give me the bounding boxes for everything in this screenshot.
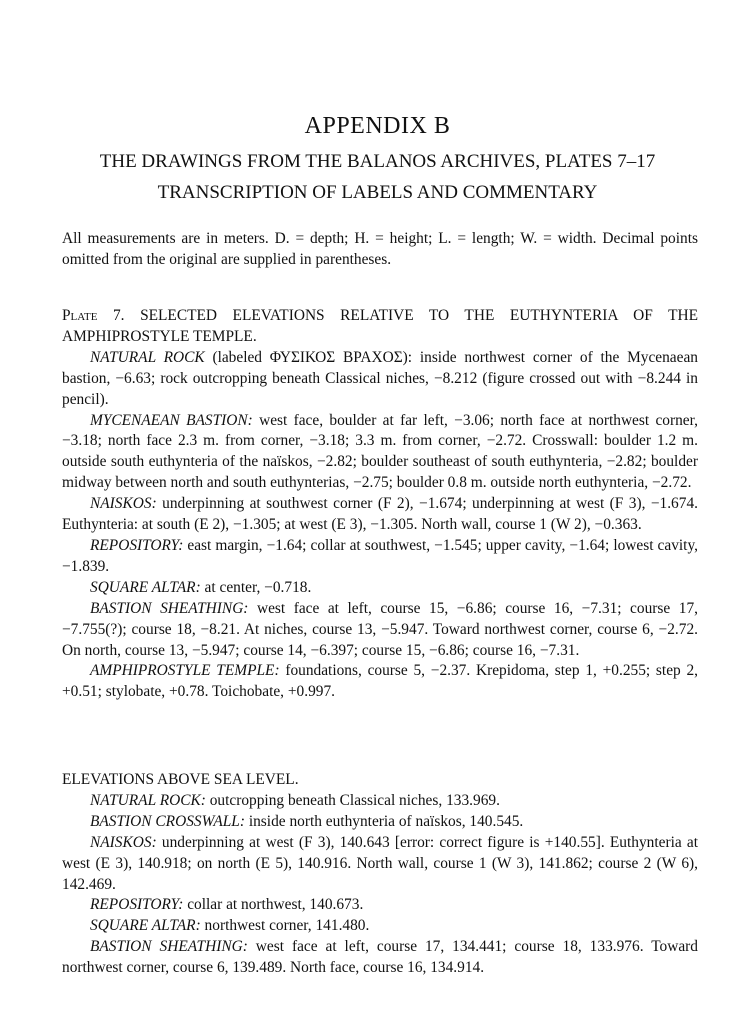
entry-label: MYCENAEAN BASTION: [90,411,253,429]
entry-label: BASTION CROSSWALL: [90,812,245,830]
entry-text: west face, boulder at far left, −3.06; north face at northwest corner, −3.18; north face 2.3 m. from corner, −3.18; 3.3 m. from corner, −2.72. Crosswall: boulder 1.2 m. outside south euthynteria of the naïskos, −2.82; boulder southeast of south euthynteria, −2.82; boulder midway between north and south euthynterias, −2.75; boulder 0.8 m. outside north euthynteria, −2.72. [62,411,698,492]
entry-label: NAISKOS: [90,833,157,851]
sea-level-entry [62,895,698,916]
plate-7-title-text: 7. SELECTED ELEVATIONS RELATIVE TO THE EUTHYNTERIA OF THE AMPHIPROSTYLE TEMPLE. [62,307,698,345]
intro-paragraph: All measurements are in meters. D. = depth; H. = height; L. = length; W. = width. Decimal points omitted from the original are supplied in parentheses. [62,230,698,268]
plate-7-entry [62,348,698,411]
entry-label: REPOSITORY: [90,536,184,554]
entry-text: west face at left, course 15, −6.86; course 16, −7.31; course 17, −7.755(?); course 18, −8.21. At niches, course 13, −5.947. Toward northwest corner, course 6, −2.72. On north, course 13, −5.947; course 14, −6.397; course 15, −6.86; course 16, −7.31. [62,599,698,659]
sea-level-entry [62,791,698,812]
sea-level-section [62,770,698,979]
entry-label: NATURAL ROCK [90,348,205,366]
entry-text: underpinning at west (F 3), 140.643 [error: correct figure is +140.55]. Euthynteria at west (E 3), 140.918; on north (E 5), 140.916. North wall, course 1 (W 3), 141.862; course 2 (W 6), 142.469. [62,833,698,893]
entry-text: outcropping beneath Classical niches, 133.969. [205,791,500,809]
appendix-title: APPENDIX B [304,113,451,139]
entry-label: REPOSITORY: [90,896,184,914]
plate-7-entry [62,494,698,536]
sea-level-entry [62,937,698,979]
plate-7-section [62,306,698,703]
entry-text: east margin, −1.64; collar at southwest, −1.545; upper cavity, −1.64; lowest cavity, −1.839. [62,536,698,575]
entry-text: underpinning at southwest corner (F 2), −1.674; underpinning at west (F 3), −1.674. Euthynteria: at south (E 2), −1.305; at west (E 3), −1.305. North wall, course 1 (W 2), −0.363. [62,495,698,534]
plate-7-title [62,306,698,348]
entry-text: foundations, course 5, −2.37. Krepidoma, step 1, +0.255; step 2, +0.51; stylobate, +0.78. Toichobate, +0.997. [62,662,699,701]
entry-text: at center, −0.718. [200,578,312,596]
entry-label: AMPHIPROSTYLE TEMPLE: [90,662,280,680]
sea-level-entry [62,833,698,896]
sea-level-entry [62,916,698,937]
plate-7-entry [62,411,698,495]
entry-text: (labeled ΦΥΣΙΚΟΣ ΒΡΑΧΟΣ): inside northwest corner of the Mycenaean bastion, −6.63; rock outcropping beneath Classical niches, −8.212 (figure crossed out with −8.244 in pencil). [62,348,698,408]
appendix-subtitle-line-1: THE DRAWINGS FROM THE BALANOS ARCHIVES, PLATES 7–17 [99,151,656,172]
entry-label: NATURAL ROCK: [90,791,206,809]
entry-label: SQUARE ALTAR: [90,578,201,596]
entry-text: inside north euthynteria of naïskos, 140.545. [244,812,524,830]
plate-7-entry [62,661,698,703]
entry-label: NAISKOS: [90,495,157,513]
sea-level-title: ELEVATIONS ABOVE SEA LEVEL. [62,771,299,788]
sea-level-entry [62,812,698,833]
entry-text: northwest corner, 141.480. [200,917,370,935]
appendix-subtitle-line-2: TRANSCRIPTION OF LABELS AND COMMENTARY [157,182,598,203]
entry-text: collar at northwest, 140.673. [183,896,364,914]
entry-label: SQUARE ALTAR: [90,917,201,935]
plate-7-entry [62,536,698,578]
plate-7-entry [62,578,698,599]
entry-label: BASTION SHEATHING: [90,938,248,956]
entry-text: west face at left, course 17, 134.441; course 18, 133.976. Toward northwest corner, course 6, 139.489. North face, course 16, 134.914. [62,938,698,977]
entry-label: BASTION SHEATHING: [90,599,249,617]
plate-word: Plate [62,307,98,324]
plate-7-entry [62,599,698,662]
